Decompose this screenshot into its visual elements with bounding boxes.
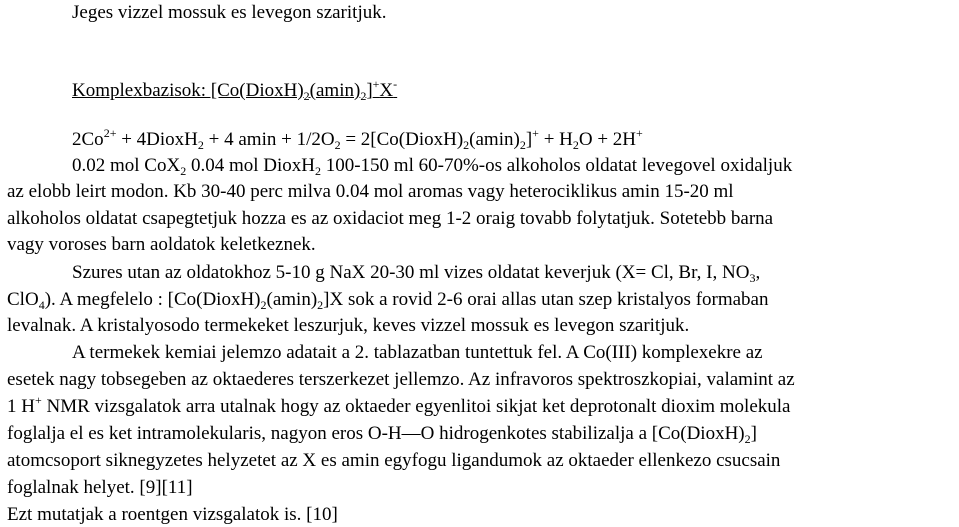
text-part: 1 H xyxy=(7,396,35,417)
text-line: alkoholos oldatat csapegtetjuk hozza es az oxidaciot meg 1-2 oraig tovabb folytatjuk. Sotetebb barna xyxy=(7,208,774,229)
text-sup: + xyxy=(34,393,42,407)
text-part: ]X sok a rovid 2-6 orai allas utan szep kristalyos formaban xyxy=(323,289,769,310)
text-line xyxy=(72,262,760,284)
eq-sub: 2 xyxy=(463,138,470,152)
eq-part: 2Co xyxy=(72,129,104,150)
text-line: atomcsoport siknegyzetes helyzetet az X es amin egyfogu ligandumok az oktaeder ellenkezo csucsain xyxy=(7,450,781,471)
heading-part: (amin) xyxy=(309,80,361,101)
eq-sub: 2 xyxy=(572,138,579,152)
section-heading xyxy=(72,77,398,103)
text-line: vagy voroses barn aoldatok keletkeznek. xyxy=(7,234,316,255)
heading-sub: 2 xyxy=(360,89,367,103)
text-part: 100-150 ml 60-70%-os alkoholos oldatat levegovel oxidaljuk xyxy=(320,155,793,176)
text-sub: 2 xyxy=(744,432,751,446)
eq-sub: 2 xyxy=(334,138,341,152)
text-sub: 2 xyxy=(317,298,324,312)
heading-part: Komplexbazisok: [Co(DioxH) xyxy=(72,80,304,101)
text-part: ). A megfelelo : [Co(DioxH) xyxy=(44,289,261,310)
text-sub: 2 xyxy=(260,298,267,312)
eq-sub: 2 xyxy=(519,138,526,152)
eq-sub: 2 xyxy=(197,138,204,152)
heading-sup: - xyxy=(393,77,398,91)
eq-sup: 2+ xyxy=(103,126,117,140)
eq-part: + 4 amin + 1/2O xyxy=(203,129,335,150)
eq-part: = 2[Co(DioxH) xyxy=(340,129,464,150)
text-part: , xyxy=(755,262,761,283)
text-line-top: Jeges vizzel mossuk es levegon szaritjuk. xyxy=(72,2,387,23)
text-sub: 3 xyxy=(749,271,756,285)
text-part: (amin) xyxy=(266,289,318,310)
text-line: Ezt mutatjak a roentgen vizsgalatok is. [10] xyxy=(7,504,338,525)
text-part: ] xyxy=(750,423,757,444)
reaction-equation xyxy=(72,126,643,152)
eq-sup: + xyxy=(532,126,539,140)
text-line: A termekek kemiai jelemzo adatait a 2. tablazatban tuntettuk fel. A Co(III) komplexekre az xyxy=(72,342,763,363)
text-part: 0.04 mol DioxH xyxy=(186,155,315,176)
heading-sup: + xyxy=(372,77,380,91)
text-sub: 4 xyxy=(38,298,45,312)
heading-part: ] xyxy=(366,80,373,101)
text-sub: 2 xyxy=(314,164,321,178)
text-line xyxy=(7,289,769,311)
text-line: esetek nagy tobsegeben az oktaederes terszerkezet jellemzo. Az infravoros spektroszkopiai, valamint az xyxy=(7,369,795,390)
text-line xyxy=(7,393,791,418)
text-line: levalnak. A kristalyosodo termekeket leszurjuk, keves vizzel mossuk es levegon szaritjuk. xyxy=(7,315,690,336)
text-line xyxy=(72,155,792,177)
eq-part: + H xyxy=(538,129,573,150)
text-part: ClO xyxy=(7,289,39,310)
text-sub: 2 xyxy=(180,164,187,178)
text-part: foglalja el es ket intramolekularis, nagyon eros O-H—O hidrogenkotes stabilizalja a [Co(DioxH) xyxy=(7,423,745,444)
text-part: Szures utan az oldatokhoz 5-10 g NaX 20-30 ml vizes oldatat keverjuk (X= Cl, Br, I, NO xyxy=(72,262,750,283)
eq-sup: + xyxy=(636,126,643,140)
text-line: foglalnak helyet. [9][11] xyxy=(7,477,193,498)
eq-part: (amin) xyxy=(469,129,520,150)
text-part: NMR vizsgalatok arra utalnak hogy az oktaeder egyenlitoi sikjat ket deprotonalt dioxim molekula xyxy=(41,396,791,417)
eq-part: ] xyxy=(525,129,533,150)
eq-part: + 4DioxH xyxy=(116,129,198,150)
text-part: 0.02 mol CoX xyxy=(72,155,181,176)
heading-part: X xyxy=(379,80,394,101)
text-line xyxy=(7,423,757,445)
eq-part: O + 2H xyxy=(578,129,637,150)
text-line: az elobb leirt modon. Kb 30-40 perc milva 0.04 mol aromas vagy heterociklikus amin 15-20 ml xyxy=(7,181,734,202)
heading-sub: 2 xyxy=(303,89,310,103)
